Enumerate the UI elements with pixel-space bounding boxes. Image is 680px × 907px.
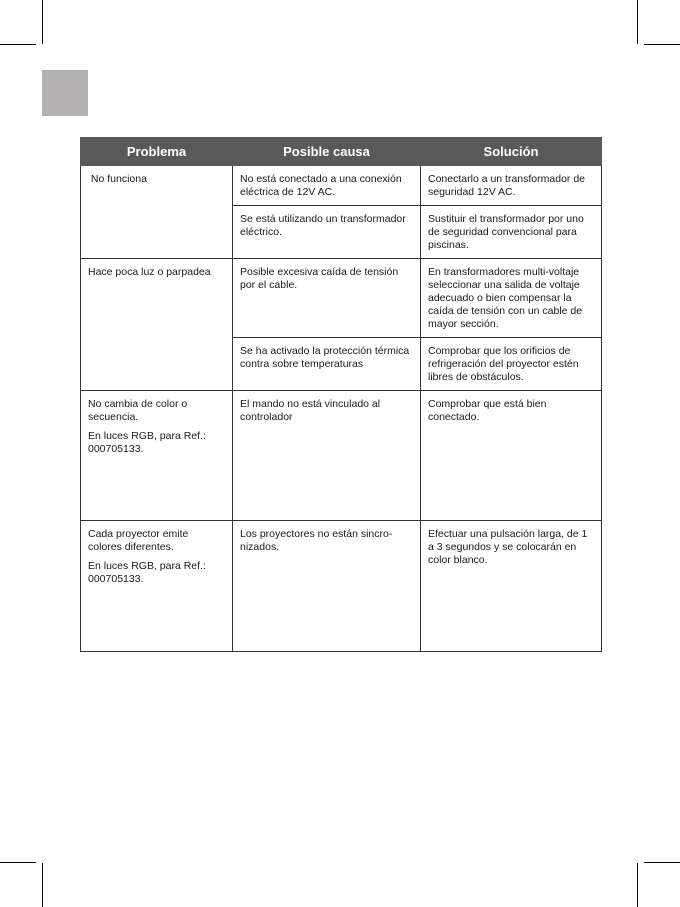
header-posible-causa: Posible causa [233,138,421,166]
section-marker-square [42,70,88,116]
table-row [81,259,602,338]
cause-cell: No está conectado a una conexión eléctrica de 12V AC. [233,166,421,206]
cause-cell: Se está utilizando un transformador eléctrico. [233,206,421,259]
crop-mark-bottom-left-vertical [42,863,43,907]
cause-cell: Posible excesiva caída de tensión por el cable. [233,259,421,338]
table-row [81,521,602,652]
crop-mark-top-left-horizontal [0,44,36,45]
problem-text: No cambia de color o secuencia. [88,398,188,423]
problem-text: Hace poca luz o parpadea [88,266,211,278]
solution-cell: Comprobar que los orificios de refrigeración del proyector estén libres de obstáculos. [421,338,602,391]
cause-cell: Los proyectores no están sincro-nizados. [233,521,421,652]
solution-cell: Conectarlo a un transformador de seguridad 12V AC. [421,166,602,206]
cause-cell: Se ha activado la protección térmica contra sobre temperaturas [233,338,421,391]
cause-cell: El mando no está vinculado al controlador [233,391,421,521]
solution-cell: Sustituir el transformador por uno de seguridad convencional para piscinas. [421,206,602,259]
header-solucion: Solución [421,138,602,166]
crop-mark-top-right-horizontal [644,44,680,45]
crop-mark-bottom-left-horizontal [0,862,36,863]
crop-mark-top-right-vertical [637,0,638,44]
troubleshooting-table [80,137,602,652]
crop-mark-bottom-right-vertical [637,863,638,907]
problem-text: Cada proyector emite colores diferentes. [88,528,189,553]
problem-cell [81,259,233,391]
table-header-row [81,138,602,166]
table-row [81,166,602,206]
problem-cell [81,166,233,259]
problem-cell [81,391,233,521]
solution-cell: Comprobar que está bien conectado. [421,391,602,521]
header-problema: Problema [81,138,233,166]
problem-note: En luces RGB, para Ref.: 000705133. [88,430,206,455]
problem-note: En luces RGB, para Ref.: 000705133. [88,560,206,585]
solution-cell: En transformadores multi-voltaje seleccionar una salida de voltaje adecuado o bien compensar la caída de tensión con un cable de mayor sección. [421,259,602,338]
solution-cell: Efectuar una pulsación larga, de 1 a 3 segundos y se colocarán en color blanco. [421,521,602,652]
table-row [81,391,602,521]
crop-mark-bottom-right-horizontal [644,862,680,863]
crop-mark-top-left-vertical [42,0,43,44]
problem-cell [81,521,233,652]
problem-text: No funciona [88,173,147,185]
